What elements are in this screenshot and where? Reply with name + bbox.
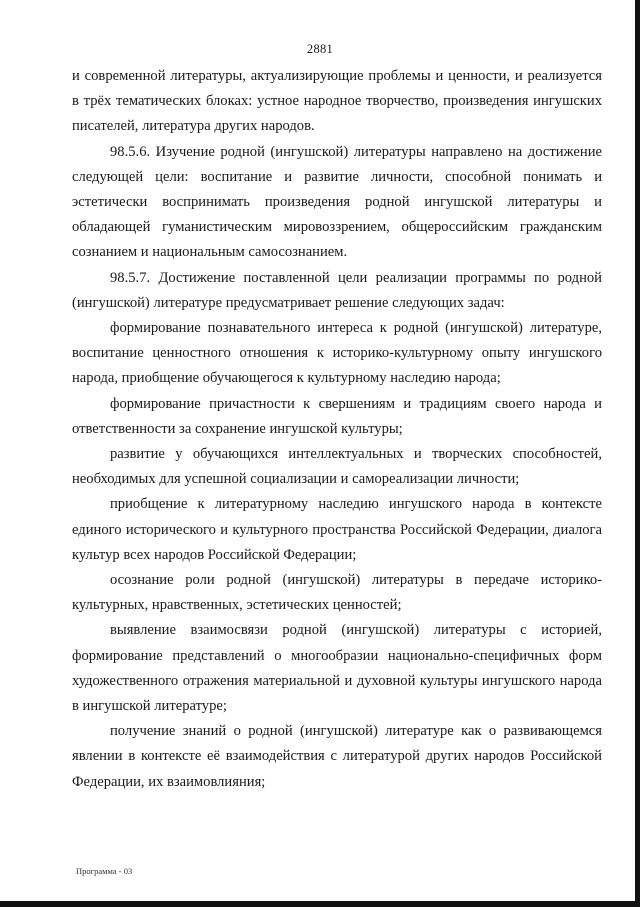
task-item: приобщение к литературному наследию ингушского народа в контексте единого исторического и культурного пространства Российской Федерации, диалога культур всех народов Российской Федерации; [72,496,602,563]
task-item: развитие у обучающихся интеллектуальных и творческих способностей, необходимых для успешной социализации и самореализации личности; [72,446,602,488]
document-body [72,64,602,795]
page-number: 2881 [306,42,334,56]
paragraph-continuation: и современной литературы, актуализирующие проблемы и ценности, и реализуется в трёх тематических блоках: устное народное творчество, произведения ингушских писателей, литература других народов. [72,68,602,135]
paragraph-98-5-6: 98.5.6. Изучение родной (ингушской) литературы направлено на достижение следующей цели: воспитание и развитие личности, способной понимать и эстетически воспринимать произведения родной ингушской литературы и обладающей гуманистическим мировоззрением, общероссийским гражданским сознанием и национальным самосознанием. [72,143,602,261]
paragraph-98-5-7: 98.5.7. Достижение поставленной цели реализации программы по родной (ингушской) литературе предусматривает решение следующих задач: [72,269,602,311]
task-item: формирование причастности к свершениям и традициям своего народа и ответственности за сохранение ингушской культуры; [72,395,602,437]
task-item: выявление взаимосвязи родной (ингушской) литературы с историей, формирование представлений о многообразии национально-специфичных форм художественного отражения материальной и духовной культуры ингушского народа в ингушской литературе; [72,622,602,715]
page-footer: Программа - 03 [76,866,133,876]
task-item: получение знаний о родной (ингушской) литературе как о развивающемся явлении в контексте её взаимодействия с литературой других народов Российской Федерации, их взаимовлияния; [72,723,602,790]
task-item: осознание роли родной (ингушской) литературы в передаче историко-культурных, нравственных, эстетических ценностей; [72,572,602,614]
task-item: формирование познавательного интереса к родной (ингушской) литературе, воспитание ценностного отношения к историко-культурному опыту ингушского народа, приобщение обучающегося к культурному наследию народа; [72,320,602,387]
